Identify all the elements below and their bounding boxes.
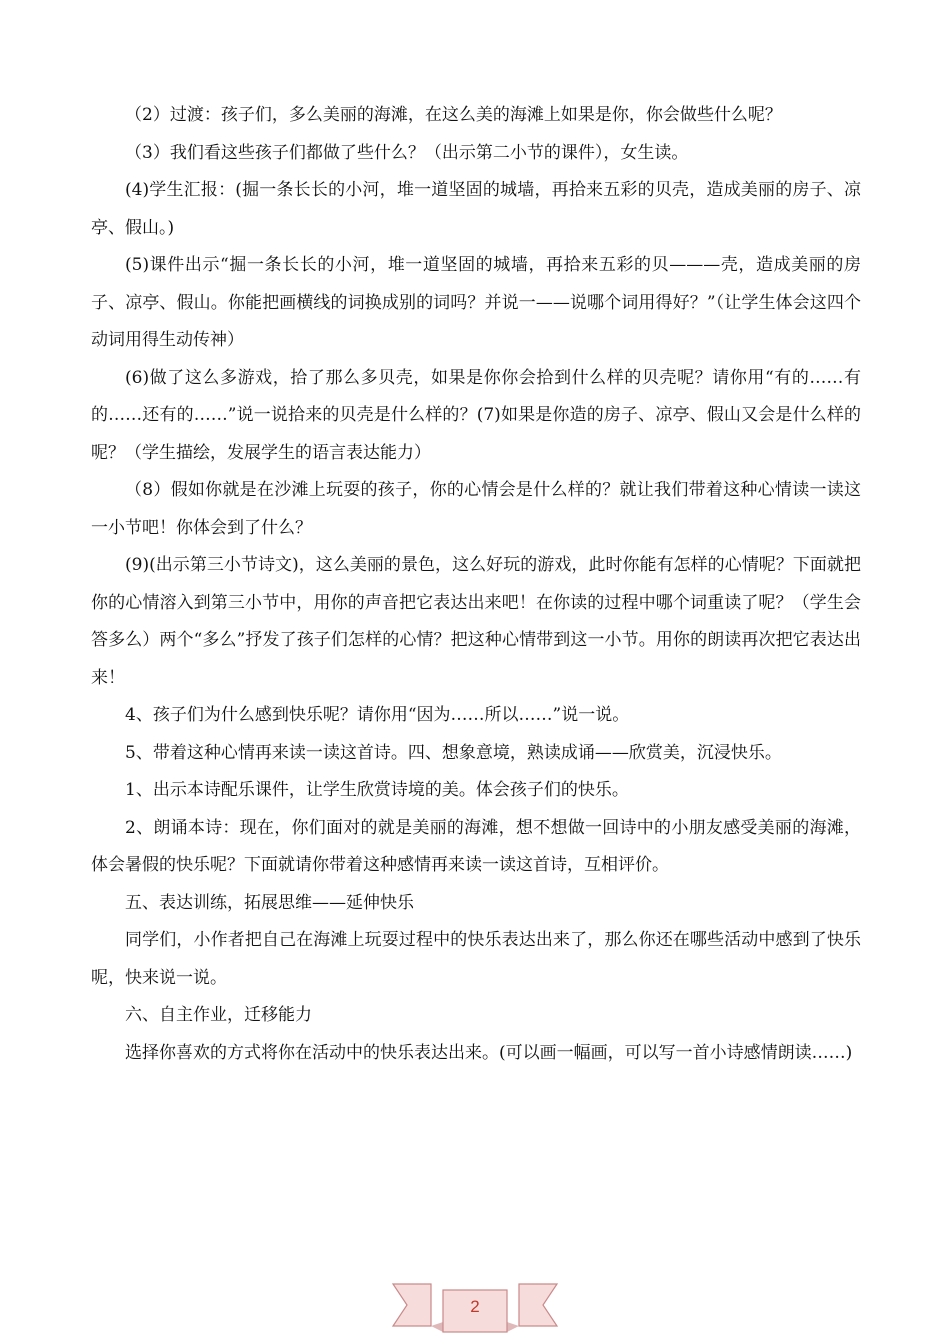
paragraph-13: 同学们，小作者把自己在海滩上玩耍过程中的快乐表达出来了，那么你还在哪些活动中感到了快乐呢，快来说一说。 xyxy=(91,930,861,988)
paragraph-6: （8）假如你就是在沙滩上玩耍的孩子，你的心情会是什么样的？就让我们带着这种心情读一读这一小节吧！你体会到了什么？ xyxy=(91,480,861,538)
page-number: 2 xyxy=(470,1297,480,1316)
paragraph-7: (9)(出示第三小节诗文)，这么美丽的景色，这么好玩的游戏，此时你能有怎样的心情呢？下面就把你的心情溶入到第三小节中，用你的声音把它表达出来吧！在你读的过程中哪个词重读了呢？（学生会答多么）两个“多么”抒发了孩子们怎样的心情？把这种心情带到这一小节。用你的朗读再次把它表达出来！ xyxy=(91,555,861,688)
paragraph-15: 选择你喜欢的方式将你在活动中的快乐表达出来。(可以画一幅画，可以写一首小诗感情朗读……) xyxy=(125,1042,853,1063)
section-heading-six: 六、自主作业，迁移能力 xyxy=(125,1005,312,1025)
paragraph-8: 4、孩子们为什么感到快乐呢？请你用“因为……所以……”说一说。 xyxy=(125,705,630,725)
section-heading-five: 五、表达训练，拓展思维——延伸快乐 xyxy=(125,892,414,913)
document-body xyxy=(91,97,861,1072)
paragraph-3: (4)学生汇报：(掘一条长长的小河，堆一道坚固的城墙，再拾来五彩的贝壳，造成美丽的房子、凉亭、假山。) xyxy=(91,180,861,238)
paragraph-10: 1、出示本诗配乐课件，让学生欣赏诗境的美。体会孩子们的快乐。 xyxy=(125,780,629,800)
paragraph-2: （3）我们看这些孩子们都做了些什么？（出示第二小节的课件），女生读。 xyxy=(125,142,689,163)
paragraph-5: (6)做了这么多游戏，拾了那么多贝壳，如果是你你会拾到什么样的贝壳呢？请你用“有的……有的……还有的……”说一说拾来的贝壳是什么样的？(7)如果是你造的房子、凉亭、假山又会是什么样的呢？（学生描绘，发展学生的语言表达能力） xyxy=(91,367,861,463)
paragraph-1: （2）过渡：孩子们，多么美丽的海滩，在这么美的海滩上如果是你，你会做些什么呢？ xyxy=(125,105,782,125)
paragraph-4: (5)课件出示“掘一条长长的小河，堆一道坚固的城墙，再拾来五彩的贝———壳，造成美丽的房子、凉亭、假山。你能把画横线的词换成别的词吗？并说一——说哪个词用得好？”（让学生体会这四个动词用得生动传神） xyxy=(91,255,861,350)
page-footer xyxy=(391,1276,559,1338)
paragraph-9: 5、带着这种心情再来读一读这首诗。四、想象意境，熟读成诵——欣赏美，沉浸快乐。 xyxy=(125,742,782,763)
paragraph-11: 2、朗诵本诗：现在，你们面对的就是美丽的海滩，想不想做一回诗中的小朋友感受美丽的海滩，体会暑假的快乐呢？下面就请你带着这种感情再来读一读这首诗，互相评价。 xyxy=(91,817,861,875)
